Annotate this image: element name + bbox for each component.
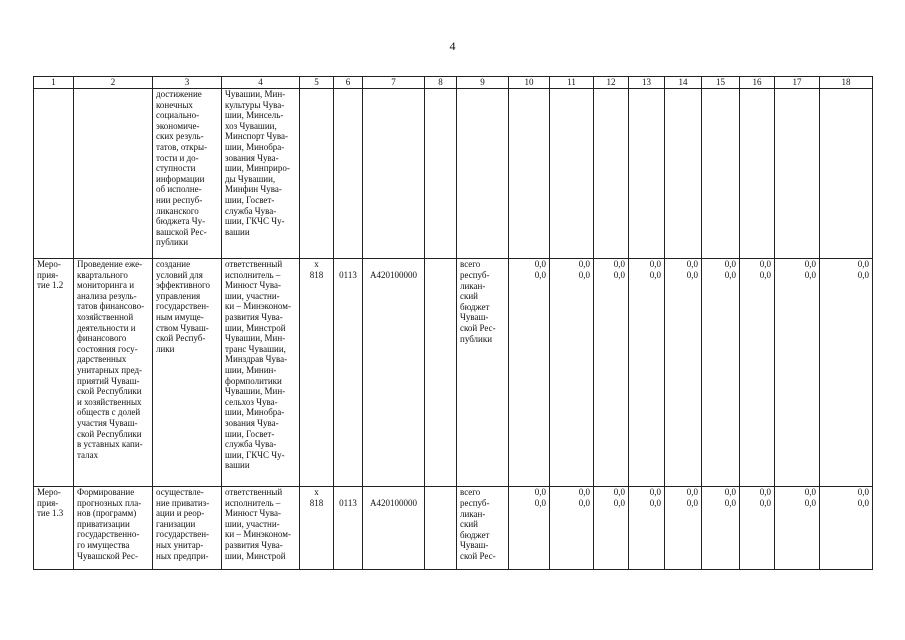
cell-empty (425, 259, 457, 487)
col-header: 9 (457, 77, 509, 89)
col-header: 2 (74, 77, 153, 89)
col-header: 18 (820, 77, 873, 89)
cell-value: 0,0 0,0 (665, 487, 702, 570)
cell-empty (594, 89, 629, 259)
col-header: 4 (222, 77, 300, 89)
cell-empty (702, 89, 740, 259)
table-row (34, 487, 873, 570)
cell-value: 0,0 0,0 (820, 487, 873, 570)
cell-measure: Меро- прия- тие 1.3 (34, 487, 74, 570)
cell-goal: создание условий для эффективного управления государствен- ным имуще- ством Чуваш- ской Респуб- лики (153, 259, 222, 487)
col-header: 10 (509, 77, 550, 89)
cell-source: всего респуб- ликан- ский бюджет Чуваш- ской Рес- (457, 487, 509, 570)
cell-empty (425, 89, 457, 259)
cell-measure (34, 89, 74, 259)
cell-code: 0113 (334, 259, 363, 487)
cell-name: Проведение еже- квартального мониторинга и анализа резуль- татов финансово- хозяйственной деятельности и финансового состояния госу- дарственных унитарных пред- приятий Чуваш- ской Республики и хозяйственных обществ с долей участия Чуваш- ской Республики в уставных капи- талах (74, 259, 153, 487)
cell-code: А420100000 (363, 487, 425, 570)
col-header: 12 (594, 77, 629, 89)
cell-executors: ответственный исполнитель – Минюст Чува- шии, участни- ки – Минэконом- развития Чува- шии, Минстрой Чувашии, Мин- транс Чувашии, Минздрав Чува- шии, Минин- формполитики Чувашии, Мин- сельхоз Чува- шии, Минобра- зования Чува- шии, Госвет- служба Чува- шии, ГКЧС Чу- вашии (222, 259, 300, 487)
col-header: 14 (665, 77, 702, 89)
cell-value: 0,0 0,0 (550, 259, 594, 487)
cell-name (74, 89, 153, 259)
cell-empty (457, 89, 509, 259)
col-header: 7 (363, 77, 425, 89)
cell-empty (363, 89, 425, 259)
cell-empty (775, 89, 820, 259)
cell-value: 0,0 0,0 (775, 487, 820, 570)
col-header: 8 (425, 77, 457, 89)
cell-value: 0,0 0,0 (740, 487, 775, 570)
col-header: 5 (300, 77, 334, 89)
cell-value: 0,0 0,0 (629, 259, 665, 487)
cell-empty (509, 89, 550, 259)
cell-value: 0,0 0,0 (509, 259, 550, 487)
cell-code: х 818 (300, 487, 334, 570)
table-row (34, 89, 873, 259)
cell-value: 0,0 0,0 (594, 487, 629, 570)
cell-name: Формирование прогнозных пла- нов (программ) приватизации государственно- го имущества Чувашской Рес- (74, 487, 153, 570)
cell-empty (334, 89, 363, 259)
cell-empty (300, 89, 334, 259)
cell-measure: Меро- прия- тие 1.2 (34, 259, 74, 487)
cell-value: 0,0 0,0 (775, 259, 820, 487)
col-header: 3 (153, 77, 222, 89)
cell-executors: Чувашии, Мин- культуры Чува- шии, Минсель- хоз Чувашии, Минспорт Чува- шии, Минобра- зования Чува- шии, Минприро- ды Чувашии, Минфин Чува- шии, Госвет- служба Чува- шии, ГКЧС Чу- вашии (222, 89, 300, 259)
col-header: 1 (34, 77, 74, 89)
col-header: 16 (740, 77, 775, 89)
program-table (33, 76, 873, 570)
cell-goal: осуществле- ние приватиз- ации и реор- ганизации государствен- ных унитар- ных предпри- (153, 487, 222, 570)
cell-value: 0,0 0,0 (509, 487, 550, 570)
cell-goal: достижение конечных социально- экономиче- ских резуль- татов, откры- тости и до- ступности информации об исполне- нии респуб- ликанского бюджета Чу- вашской Рес- публики (153, 89, 222, 259)
cell-code: х 818 (300, 259, 334, 487)
page-number: 4 (449, 39, 456, 53)
col-header: 6 (334, 77, 363, 89)
cell-code: 0113 (334, 487, 363, 570)
cell-value: 0,0 0,0 (665, 259, 702, 487)
col-header: 15 (702, 77, 740, 89)
cell-empty (550, 89, 594, 259)
cell-empty (820, 89, 873, 259)
cell-source: всего респуб- ликан- ский бюджет Чуваш- ской Рес- публики (457, 259, 509, 487)
cell-value: 0,0 0,0 (702, 259, 740, 487)
col-header: 17 (775, 77, 820, 89)
cell-empty (629, 89, 665, 259)
table-row (34, 259, 873, 487)
cell-value: 0,0 0,0 (820, 259, 873, 487)
cell-value: 0,0 0,0 (702, 487, 740, 570)
cell-value: 0,0 0,0 (740, 259, 775, 487)
cell-value: 0,0 0,0 (594, 259, 629, 487)
column-number-row (34, 77, 873, 89)
cell-value: 0,0 0,0 (550, 487, 594, 570)
col-header: 13 (629, 77, 665, 89)
cell-empty (665, 89, 702, 259)
cell-executors: ответственный исполнитель – Минюст Чува- шии, участни- ки – Минэконом- развития Чува- шии, Минстрой (222, 487, 300, 570)
col-header: 11 (550, 77, 594, 89)
cell-empty (425, 487, 457, 570)
cell-code: А420100000 (363, 259, 425, 487)
cell-value: 0,0 0,0 (629, 487, 665, 570)
cell-empty (740, 89, 775, 259)
